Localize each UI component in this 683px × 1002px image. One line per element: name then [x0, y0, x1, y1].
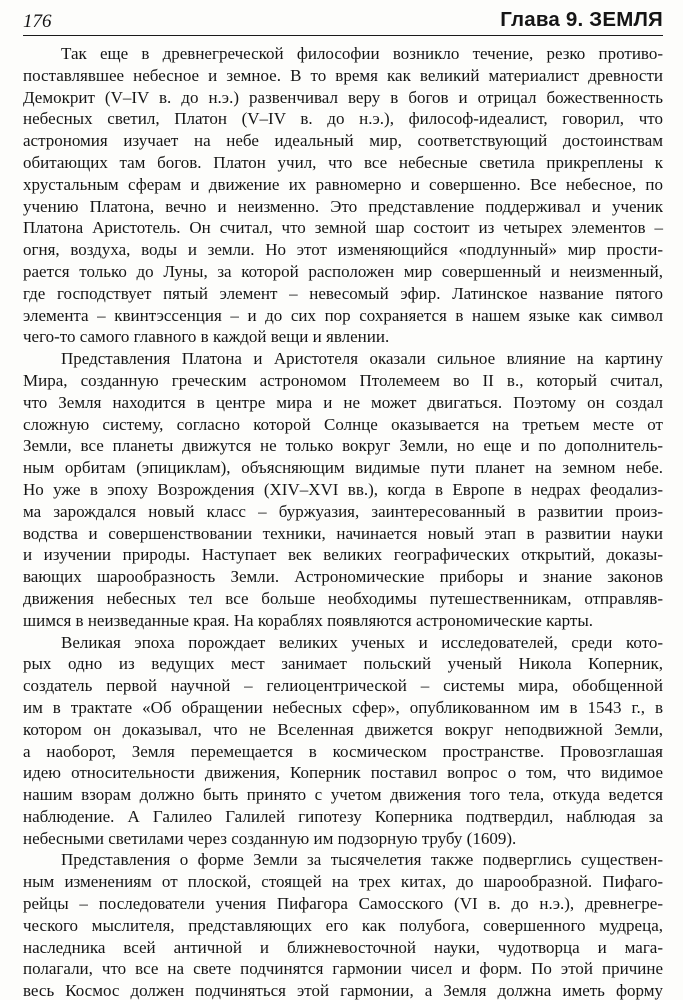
- text-line: ма зарождался новый класс – буржуазия, заинтересованный в развитии произ-: [23, 501, 663, 521]
- text-line: астрономия изучает на небе идеальный мир, соответствующий достоинствам: [23, 131, 663, 151]
- text-line: учению Платона, вечно и неизменно. Это представление поддерживал и ученик: [23, 196, 663, 216]
- text-line: котором он доказывал, что не Вселенная движется вокруг неподвижной Земли,: [23, 719, 663, 739]
- text-line: нашим взорам должно быть принято с учетом движения того тела, откуда ведется: [23, 785, 663, 805]
- text-line: Земли, все планеты движутся не только вокруг Земли, но еще и по дополнитель-: [23, 436, 663, 456]
- text-line: небесными светилами через созданную им подзорную трубу (1609).: [23, 828, 517, 848]
- text-line: что Земля находится в центре мира и не может двигаться. Поэтому он создал: [23, 392, 663, 412]
- text-line: где господствует пятый элемент – невесомый эфир. Латинское название пятого: [23, 283, 663, 303]
- text-line: шимся в неизведанные края. На кораблях появляются астрономические карты.: [23, 610, 593, 630]
- text-line: ным изменениям от плоской, стоящей на трех китах, до шарообразной. Пифаго-: [23, 872, 663, 892]
- text-line: создатель первой научной – гелиоцентрической – системы мира, обобщенной: [23, 676, 663, 696]
- text-line: водства и совершенствовании техники, начинается новый этап в развитии науки: [23, 523, 663, 543]
- text-line: вающих шарообразность Земли. Астрономические приборы и знание законов: [23, 567, 663, 587]
- text-line: чего-то самого главного в каждой вещи и явлении.: [23, 327, 390, 347]
- page-number: 176: [23, 11, 52, 32]
- text-line: а наоборот, Земля перемещается в космическом пространстве. Провозглашая: [23, 741, 663, 761]
- paragraph: [23, 43, 663, 348]
- text-line: рается только до Луны, за которой расположен мир совершенный и неизменный,: [23, 261, 663, 281]
- text-line: идею относительности движения, Коперник поставил вопрос о том, что видимое: [23, 763, 663, 783]
- text-line: наследника всей античной и ближневосточной науки, чудотворца и мага-: [23, 937, 663, 957]
- text-line: Представления Платона и Аристотеля оказали сильное влияние на картину: [61, 349, 663, 369]
- text-line: хрустальным сферам и движение их равномерно и совершенно. Все небесное, по: [23, 174, 663, 194]
- text-line: Мира, созданную греческим астрономом Птолемеем во II в., который считал,: [23, 370, 663, 390]
- paragraph: [23, 849, 663, 1002]
- text-line: обитающих там богов. Платон учил, что все небесные светила прикреплены к: [23, 152, 663, 172]
- text-line: им в трактате «Об обращении небесных сфер», опубликованном им в 1543 г., в: [23, 697, 663, 717]
- text-line: огня, воздуха, воды и земли. Но этот изменяющийся «подлунный» мир прости-: [23, 240, 663, 260]
- text-line: наблюдение. А Галилео Галилей гипотезу Коперника подтвердил, наблюдая за: [23, 806, 663, 826]
- text-line: небесных светил, Платон (V–IV в. до н.э.), философ-идеалист, говорил, что: [23, 109, 663, 129]
- text-line: Демокрит (V–IV в. до н.э.) развенчивал веру в богов и отрицал божественность: [23, 87, 663, 107]
- text-line: сложную систему, согласно которой Солнце оказывается на третьем месте от: [23, 414, 663, 434]
- chapter-title: Глава 9. ЗЕМЛЯ: [500, 8, 663, 31]
- text-line: рейцы – последователи учения Пифагора Самосского (VI в. до н.э.), древнегре-: [23, 894, 663, 914]
- text-line: Представления о форме Земли за тысячелетия также подверглись существен-: [61, 850, 663, 870]
- text-line: Великая эпоха порождает великих ученых и исследователей, среди кото-: [61, 632, 663, 652]
- body-text: [23, 43, 663, 1002]
- text-line: Но уже в эпоху Возрождения (XIV–XVI вв.), когда в Европе в недрах феодализ-: [23, 479, 663, 499]
- text-line: ческого мыслителя, представляющих его как полубога, совершенного мудреца,: [23, 915, 663, 935]
- paragraph: [23, 632, 663, 850]
- paragraph: [23, 348, 663, 631]
- text-line: поставлявшее небесное и земное. В то время как великий материалист древности: [23, 65, 663, 85]
- text-line: рых одно из ведущих мест занимает польский ученый Никола Коперник,: [23, 654, 663, 674]
- text-line: Так еще в древнегреческой философии возникло течение, резко противо-: [61, 44, 663, 63]
- text-line: весь Космос должен подчиняться этой гармонии, а Земля должна иметь форму: [23, 981, 663, 1001]
- text-line: движения небесных тел все больше необходимы путешественникам, отправляв-: [23, 588, 663, 608]
- text-line: и изучении природы. Наступает век великих географических открытий, доказы-: [23, 545, 663, 565]
- text-line: Платона Аристотель. Он считал, что земной шар состоит из четырех элементов –: [23, 218, 663, 238]
- text-line: полагали, что все на свете подчинятся гармонии чисел и форм. По этой причине: [23, 959, 663, 979]
- running-header: [23, 7, 663, 36]
- text-line: ным орбитам (эпициклам), объясняющим видимые пути планет на земном небе.: [23, 458, 663, 478]
- text-line: элемента – квинтэссенция – и до сих пор сохраняется в нашем языке как символ: [23, 305, 663, 325]
